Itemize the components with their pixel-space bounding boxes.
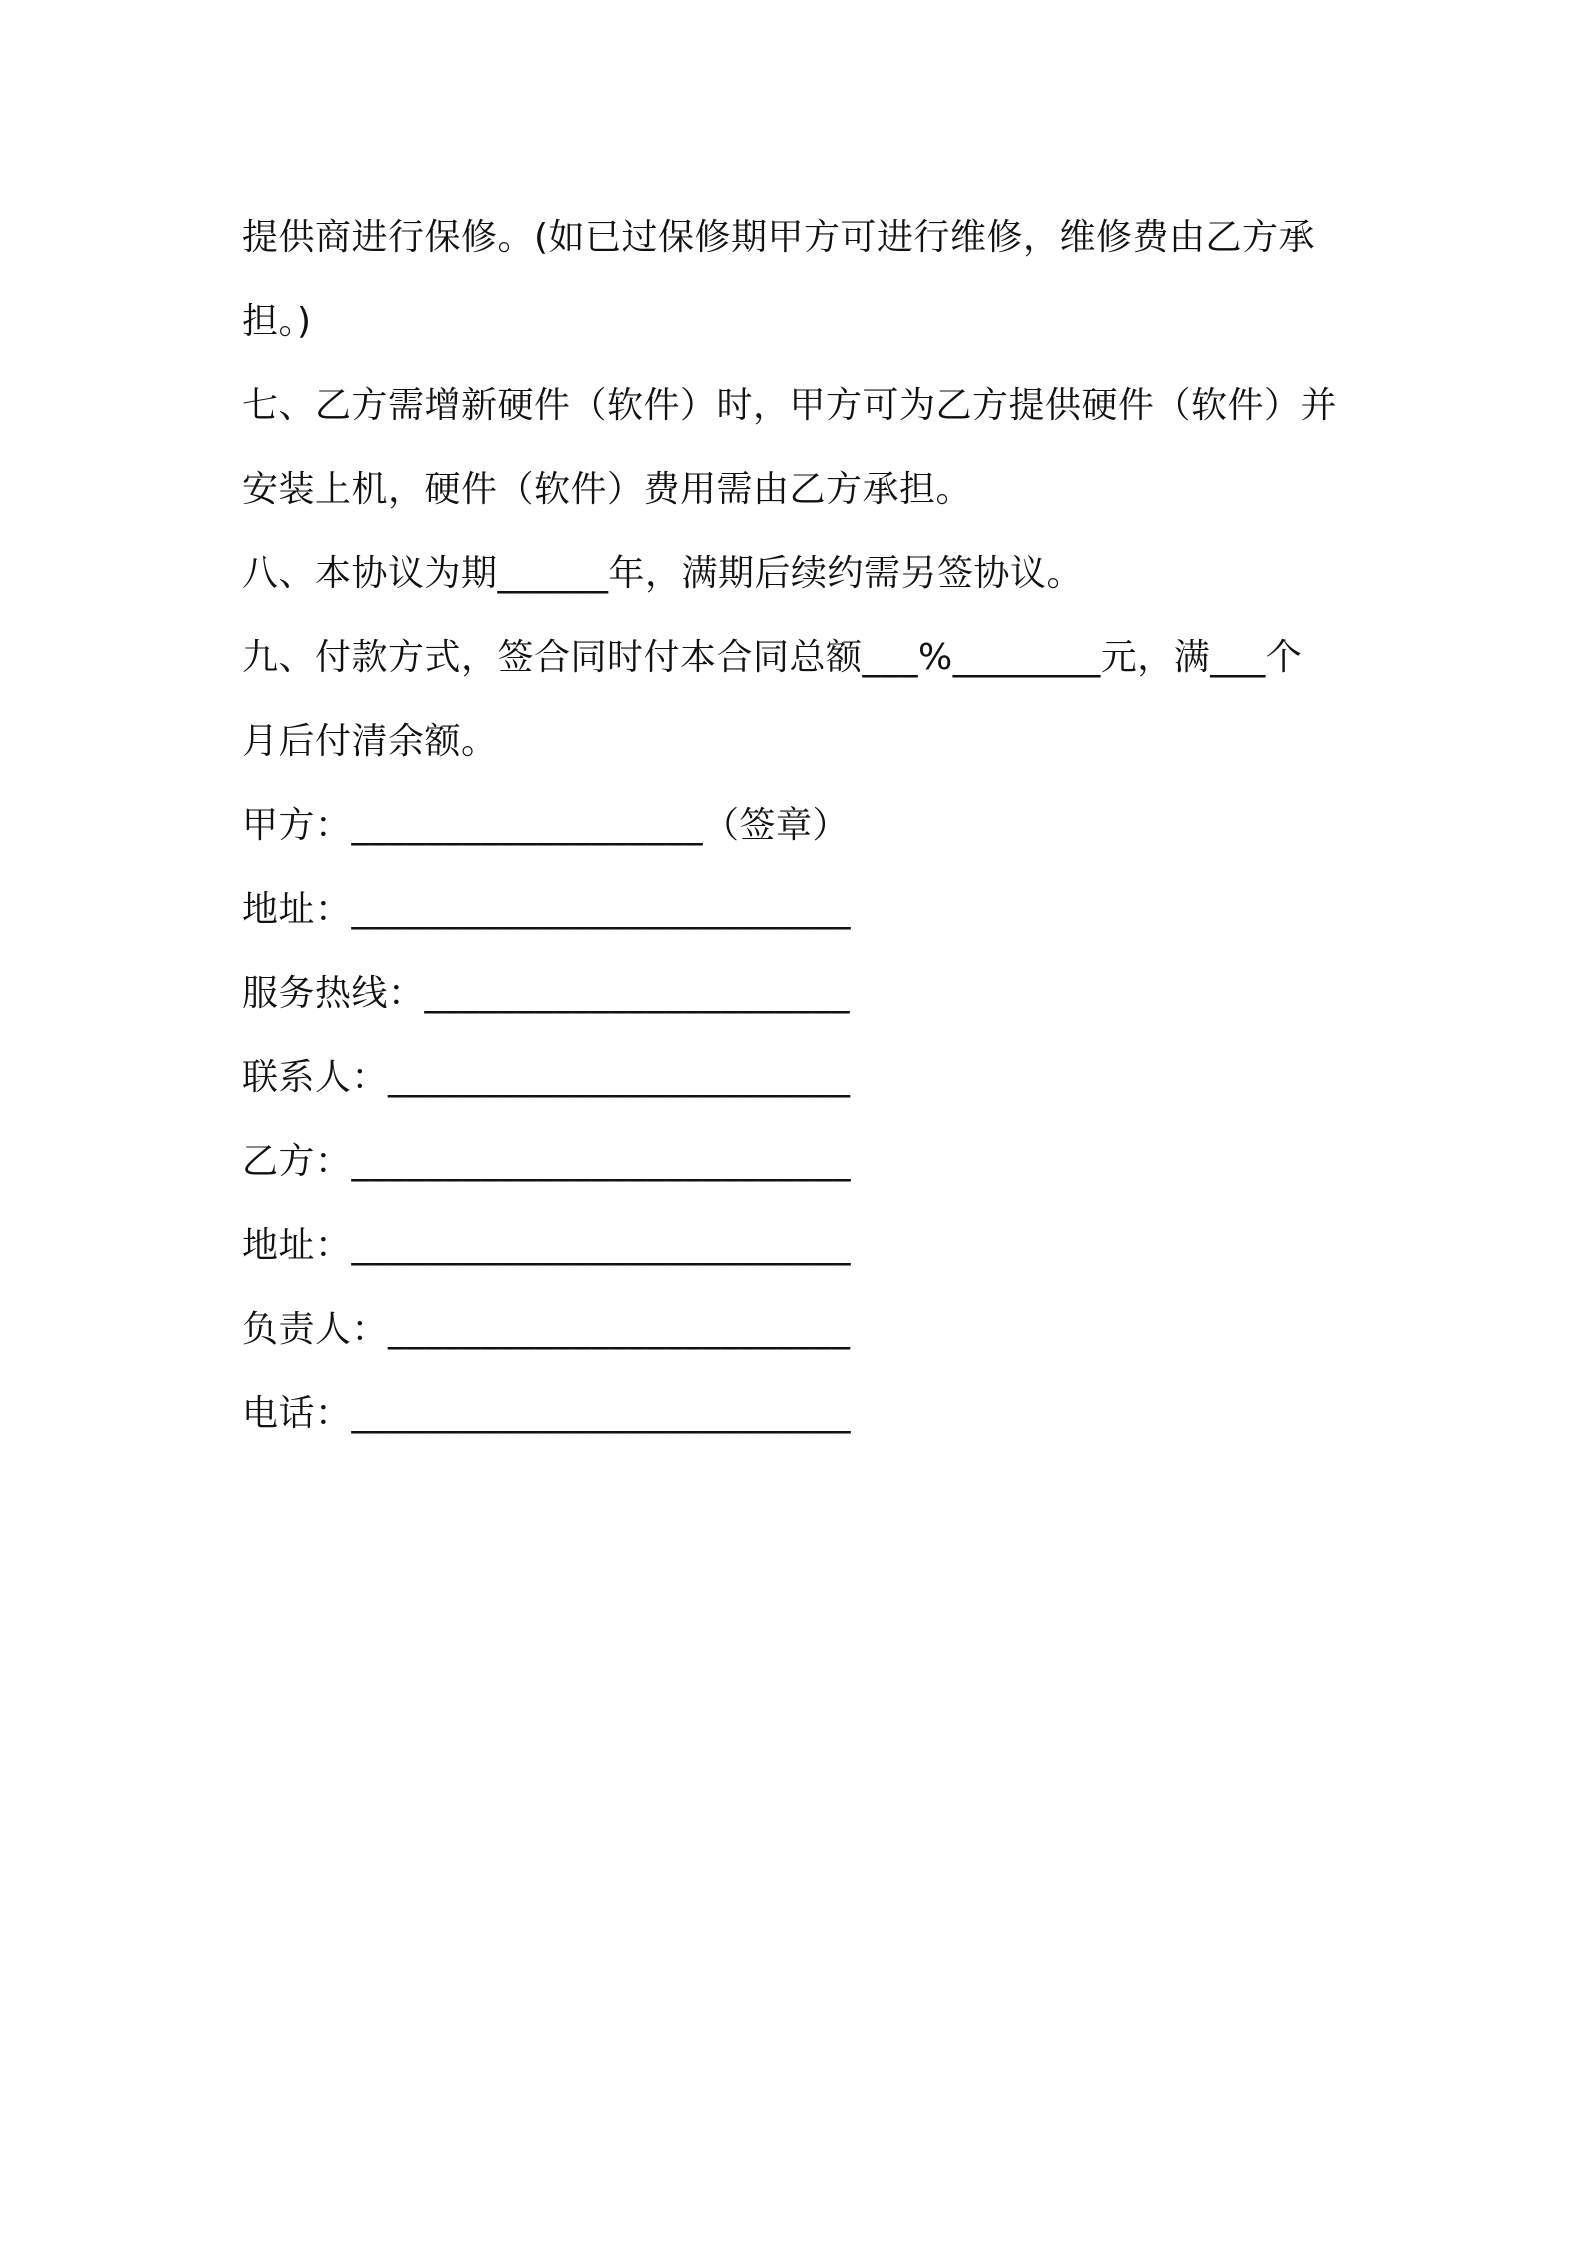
paragraph-line: 提供商进行保修。(如已过保修期甲方可进行维修，维修费由乙方承 [242,217,1316,258]
paragraph-line: 担。) [242,301,312,342]
clause-eight: 八、本协议为期______年，满期后续约需另签协议。 [242,553,1084,594]
service-hotline-field: 服务热线：_______________________ [242,973,851,1014]
contact-person-field: 联系人：_________________________ [242,1057,851,1098]
document-body [242,196,1352,1456]
paragraph-line: 安装上机，硬件（软件）费用需由乙方承担。 [242,469,973,510]
party-a-address-field: 地址：___________________________ [242,889,852,930]
party-b-address-field: 地址：___________________________ [242,1225,852,1266]
paragraph-line: 月后付清余额。 [242,721,498,762]
party-a-field: 甲方：___________________（签章） [242,805,850,846]
party-b-field: 乙方：___________________________ [242,1141,852,1182]
clause-nine: 九、付款方式，签合同时付本合同总额___%________元，满___个 [242,637,1303,678]
clause-seven: 七、乙方需增新硬件（软件）时，甲方可为乙方提供硬件（软件）并 [242,385,1338,426]
phone-field: 电话：___________________________ [242,1393,852,1434]
responsible-person-field: 负责人：_________________________ [242,1309,851,1350]
